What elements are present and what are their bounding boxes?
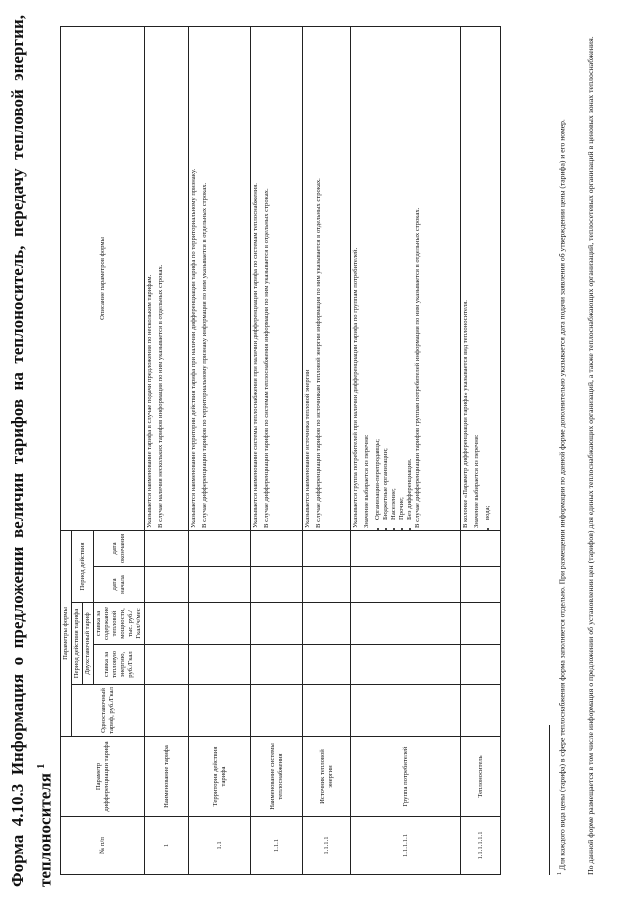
description-text: В случае дифференциации тарифов группам потребителей информация по ним указывается в отдельных строках.	[414, 207, 421, 528]
footnote-divider	[549, 725, 550, 875]
row-param: Территория действия тарифа	[189, 737, 251, 817]
description-text: Указывается группа потребителей при наличии дифференциации тарифа по группам потребителей.	[352, 247, 359, 528]
description-text: Указывается наименование источника тепловой энергии	[304, 369, 311, 528]
row-num: 1	[145, 817, 189, 875]
header-single-rate: Одноставочный тариф, руб./Гкал	[72, 685, 145, 737]
row-param: Наименование тарифа	[145, 737, 189, 817]
header-period-tariff: Период действия тарифа	[72, 603, 83, 685]
description-text: Значение выбирается из перечня:	[363, 434, 370, 528]
row-param: Источник тепловой энергии	[303, 737, 351, 817]
row-description	[251, 26, 303, 530]
list-item: • Население;	[390, 29, 398, 520]
row-num: 1.1	[189, 817, 251, 875]
description-text: В случае дифференциации тарифов по системам теплоснабжения информация по ним указывается в отдельных строках.	[263, 188, 270, 528]
footnote	[555, 25, 568, 875]
row-description	[145, 26, 189, 530]
row-num: 1.1.1.1	[303, 817, 351, 875]
list-item: • вода;	[484, 29, 492, 520]
description-text: Значение выбирается из перечня:	[473, 434, 480, 528]
header-num: № п/п	[61, 817, 145, 875]
description-text: В случае дифференциации тарифов по источникам тепловой энергии информация по ним указывается в отдельных строках.	[315, 178, 322, 528]
title-footnote-mark: 1	[36, 763, 47, 769]
row-num: 1.1.1.1.1	[351, 817, 461, 875]
table-row	[351, 26, 461, 874]
header-period-action: Период действия	[72, 530, 94, 602]
footnote-text: Для каждого вида цены (тарифа) в сфере теплоснабжения форма заполняется отдельно. При размещении информации по данной форме дополнительно указывается дата подачи заявления об утверждении цены (тарифа) и его номер.	[557, 119, 567, 871]
row-num: 1.1.1	[251, 817, 303, 875]
row-description	[303, 26, 351, 530]
table-row	[303, 26, 351, 874]
header-description: Описание параметров формы	[61, 26, 145, 530]
list-item: • Бюджетные организации;	[382, 29, 390, 520]
footnote-mark: 1	[557, 872, 563, 875]
header-date-start: дата начала	[94, 567, 145, 603]
table-row	[189, 26, 251, 874]
header-rate-energy: ставка за тепловую энергию, руб./Гкал	[94, 645, 145, 685]
header-param: Параметр дифференциации тарифа	[61, 737, 145, 817]
table-row	[251, 26, 303, 874]
description-text: Указывается наименование системы теплоснабжения при наличии дифференциации тарифа по системам теплоснабжения.	[252, 183, 259, 528]
list-item: • Прочие;	[398, 29, 406, 520]
row-description	[351, 26, 461, 530]
row-param: Наименование системы теплоснабжения	[251, 737, 303, 817]
form-title-text: Форма 4.10.3 Информация о предложении величин тарифов на теплоноситель, передачу тепловой энергии, теплоносителя	[8, 15, 55, 887]
list-item: • Организации-перепродавцы;	[374, 29, 382, 520]
row-description	[189, 26, 251, 530]
header-date-end: дата окончания	[94, 530, 145, 566]
form-note: По данной форме размещается в том числе информация о предложении об установлении цен (тарифов) для единых теплоснабжающих организаций, а также теплоснабжающих организаций, теплосетевых организаций в ценовых зонах теплоснабжения.	[586, 36, 595, 875]
list-item: • Без дифференциации.	[406, 29, 414, 520]
row-num: 1.1.1.1.1.1	[461, 817, 501, 875]
description-text: В случае наличия нескольких тарифов информация по ним указывается в отдельных строках.	[157, 264, 164, 528]
value-list	[374, 29, 414, 528]
tariff-form-table	[60, 26, 501, 875]
row-param: Теплоноситель	[461, 737, 501, 817]
form-title	[6, 15, 58, 887]
description-text: Указывается наименование тарифа в случае подачи предложения по нескольким тарифам.	[146, 274, 153, 528]
value-list	[484, 29, 492, 528]
row-description	[461, 26, 501, 530]
table-row	[145, 26, 189, 874]
description-text: В случае дифференциации тарифов по территориальному признаку информация по ним указывается в отдельных строках.	[201, 182, 208, 528]
header-rate-capacity: ставка за содержание тепловой мощности, тыс. руб./Гкал/ч/мес	[94, 603, 145, 645]
row-param: Группа потребителей	[351, 737, 461, 817]
table-row	[461, 26, 501, 874]
description-text: Указывается наименование территории действия тарифа при наличии дифференциации тарифа по территориальному признаку.	[190, 168, 197, 528]
header-two-rate: Двухставочный тариф	[83, 603, 94, 685]
description-text: В колонке «Параметр дифференциации тарифа» указывается вид теплоносителя.	[462, 300, 469, 528]
header-form-params: Параметры формы	[61, 530, 72, 736]
